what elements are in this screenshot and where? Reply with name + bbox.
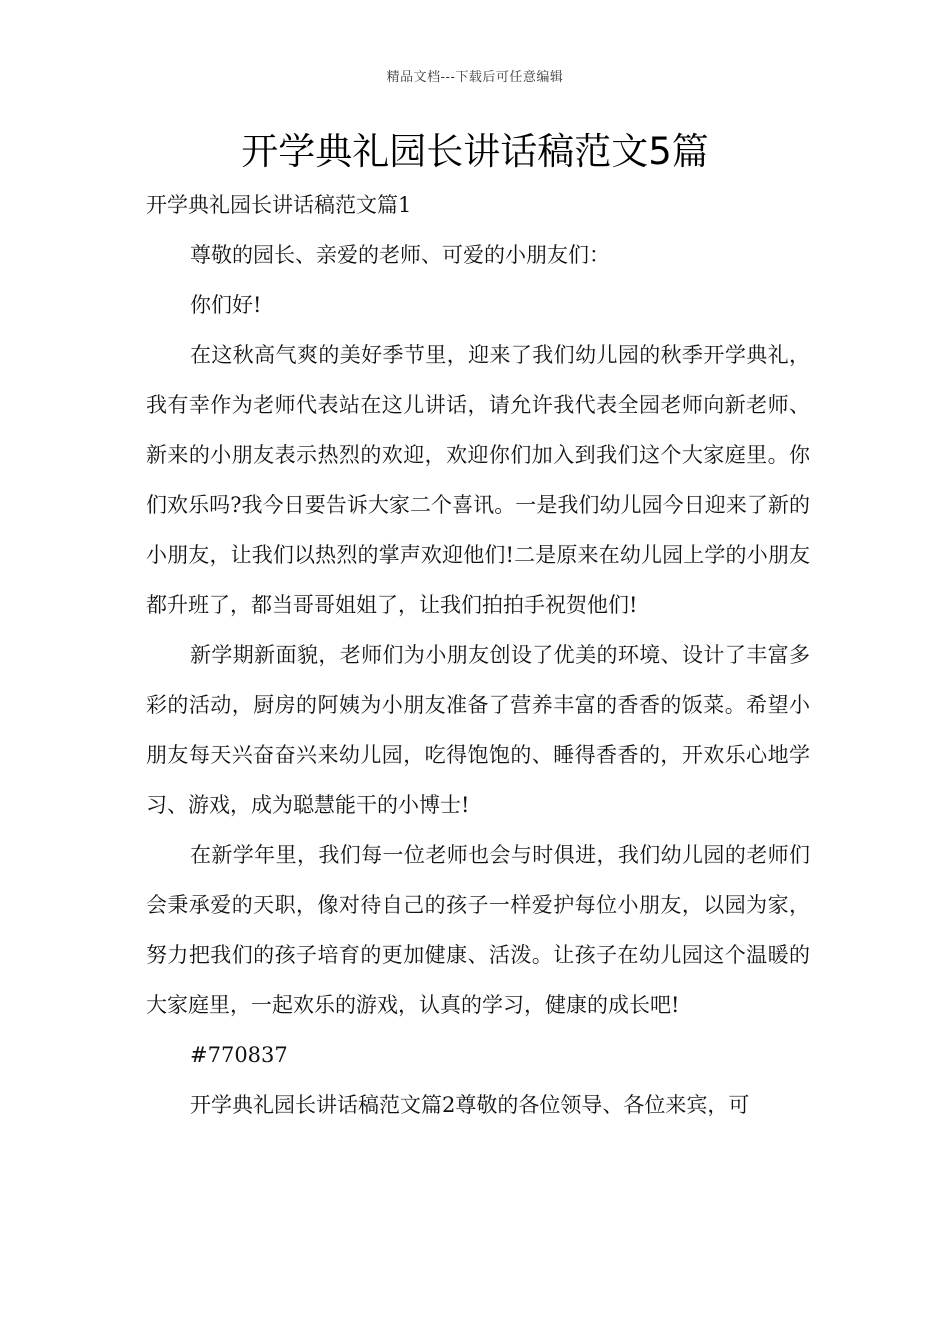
paragraph-new-term: 新学期新面貌，老师们为小朋友创设了优美的环境、设计了丰富多彩的活动，厨房的阿姨为小朋友准备了营养丰富的香香的饭菜。希望小朋友每天兴奋奋兴来幼儿园，吃得饱饱的、睡得香香的，开欢乐心地学习、游戏，成为聪慧能干的小博士! <box>146 643 810 817</box>
paragraph-separator-code: #770837 <box>190 1043 288 1067</box>
section-heading: 开学典礼园长讲话稿范文篇1 <box>146 193 412 217</box>
header-note: 精品文档---下载后可任意编辑 <box>386 70 564 85</box>
paragraph-greeting: 尊敬的园长、亲爱的老师、可爱的小朋友们： <box>190 243 610 267</box>
paragraph-welcome: 在这秋高气爽的美好季节里，迎来了我们幼儿园的秋季开学典礼，我有幸作为老师代表站在这儿讲话，请允许我代表全园老师向新老师、新来的小朋友表示热烈的欢迎，欢迎你们加入到我们这个大家庭里。你们欢乐吗?我今日要告诉大家二个喜讯。一是我们幼儿园今日迎来了新的小朋友，让我们以热烈的掌声欢迎他们!二是原来在幼儿园上学的小朋友都升班了，都当哥哥姐姐了，让我们拍拍手祝贺他们! <box>146 343 810 617</box>
paragraph-hello: 你们好! <box>190 293 262 317</box>
paragraph-section-2-start: 开学典礼园长讲话稿范文篇2尊敬的各位领导、各位来宾，可 <box>190 1093 750 1117</box>
document-body <box>146 180 810 1130</box>
paragraph-new-year: 在新学年里，我们每一位老师也会与时俱进，我们幼儿园的老师们会秉承爱的天职，像对待自己的孩子一样爱护每位小朋友，以园为家，努力把我们的孩子培育的更加健康、活泼。让孩子在幼儿园这个温暖的大家庭里，一起欢乐的游戏，认真的学习，健康的成长吧! <box>146 843 810 1017</box>
document-title: 开学典礼园长讲话稿范文5篇 <box>241 130 709 173</box>
